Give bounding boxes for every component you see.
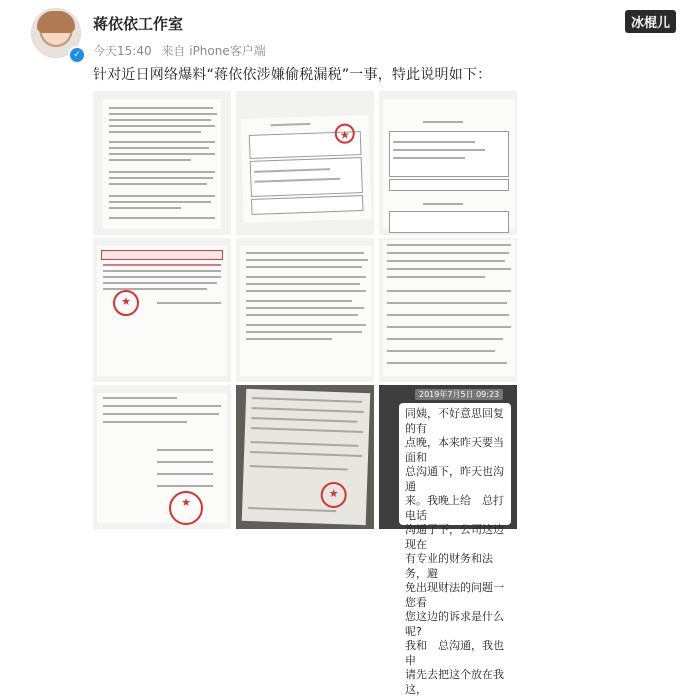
image-tile-6[interactable] xyxy=(379,238,517,382)
image-tile-2[interactable] xyxy=(236,91,374,235)
red-stamp-icon xyxy=(334,123,355,144)
red-stamp-icon xyxy=(169,491,203,525)
chat-line: 免出现财法的问题一您看 xyxy=(405,581,504,609)
avatar-hair-shape xyxy=(37,11,75,33)
chat-line: 同姨，不好意思回复的有 xyxy=(405,407,504,435)
tax-form-page xyxy=(97,246,227,376)
document-page xyxy=(103,99,221,229)
username[interactable]: 蒋依依工作室 xyxy=(93,15,184,33)
chat-line: 我和 总沟通，我也申 xyxy=(405,639,504,667)
chat-line: 来。我晚上给 总打电话 xyxy=(405,494,504,522)
image-tile-9[interactable] xyxy=(379,385,517,696)
image-tile-7[interactable] xyxy=(93,385,231,529)
image-tile-8[interactable] xyxy=(236,385,374,529)
chat-line: 沟通了下，公司这边现在 xyxy=(405,523,504,551)
chat-bubble xyxy=(399,403,511,696)
post-meta xyxy=(93,42,266,59)
invoice-page xyxy=(240,115,372,223)
red-stamp-icon xyxy=(320,482,347,509)
image-tile-3[interactable] xyxy=(379,91,517,235)
chat-date: 2019年7月5日 09:23 xyxy=(415,389,503,400)
document-page xyxy=(383,240,515,376)
invoice-page xyxy=(383,99,515,229)
image-tile-4[interactable] xyxy=(93,238,231,382)
post-text: 针对近日网络爆料“蒋依依涉嫌偷税漏税”一事，特此说明如下： xyxy=(93,67,492,83)
verified-badge-icon: ✓ xyxy=(68,46,86,64)
document-page xyxy=(97,393,227,523)
photographed-document xyxy=(242,389,371,525)
red-stamp-icon xyxy=(113,290,139,316)
image-tile-1[interactable] xyxy=(93,91,231,235)
document-page xyxy=(240,246,372,376)
watermark: 冰棍儿 xyxy=(625,10,676,33)
chat-line: 您这边的诉求是什么呢? xyxy=(405,610,504,638)
chat-line: 点晚，本来昨天要当面和 xyxy=(405,436,504,464)
post-time[interactable]: 今天15:40 xyxy=(93,44,152,58)
image-grid xyxy=(93,91,517,696)
post-source[interactable]: 来自 iPhone客户端 xyxy=(161,44,266,58)
chat-screenshot xyxy=(379,385,517,696)
chat-line: 总沟通下，昨天也沟通 xyxy=(405,465,504,493)
chat-line: 请先去把这个放在我这， xyxy=(405,668,504,696)
chat-line: 有专业的财务和法务，避 xyxy=(405,552,493,580)
image-tile-5[interactable] xyxy=(236,238,374,382)
